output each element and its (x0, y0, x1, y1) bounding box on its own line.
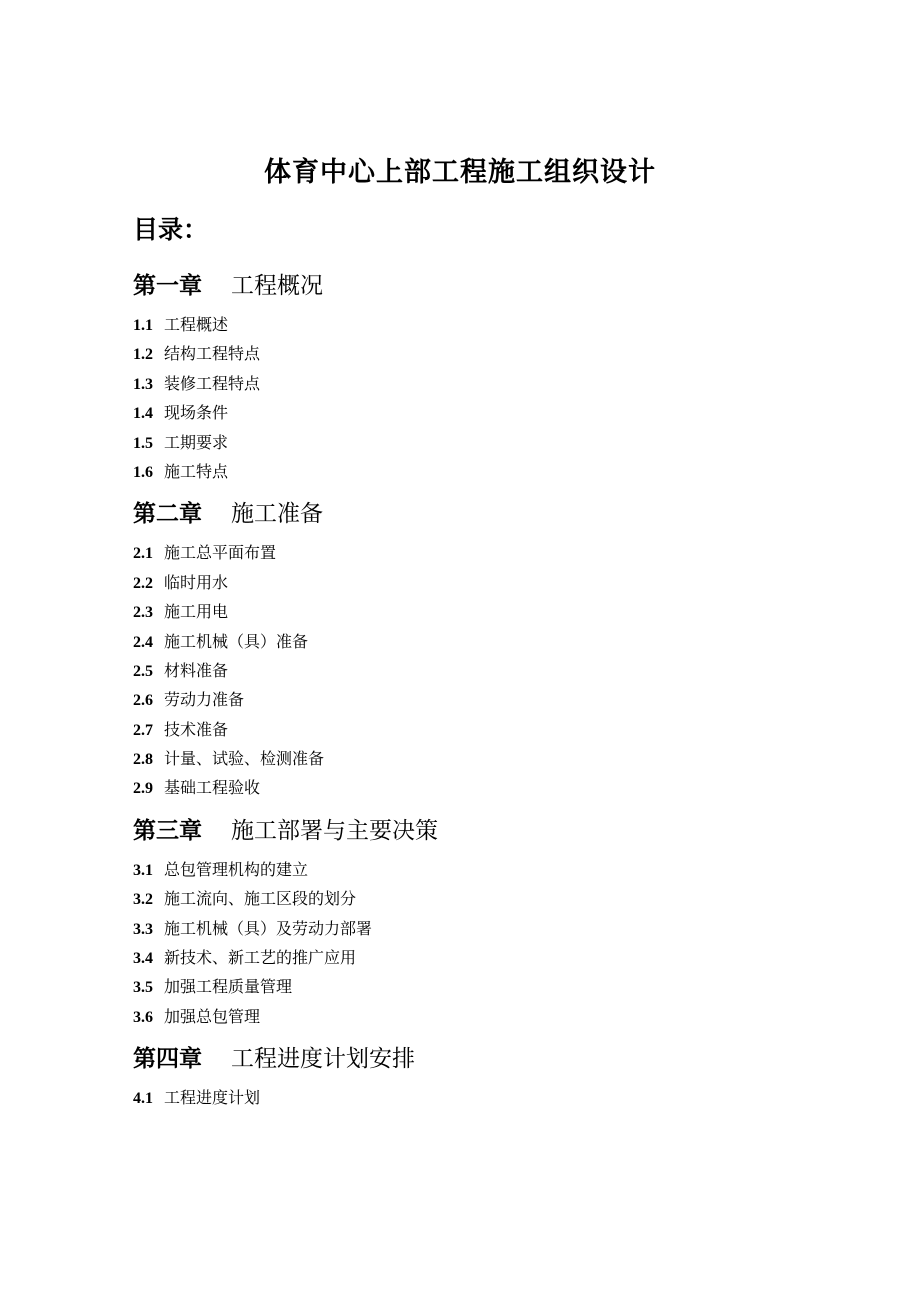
toc-section-item[interactable] (133, 685, 833, 714)
section-name: 加强工程质量管理 (164, 977, 293, 997)
chapter-name: 施工部署与主要决策 (231, 817, 438, 844)
toc-chapter (133, 811, 833, 1031)
toc-heading: 目录： (133, 215, 209, 244)
section-number: 1.3 (133, 375, 153, 393)
section-name: 施工用电 (164, 602, 229, 622)
toc-section-item[interactable] (133, 428, 833, 457)
section-name: 施工总平面布置 (164, 543, 277, 563)
section-number: 1.1 (133, 317, 153, 334)
section-name: 材料准备 (164, 660, 229, 680)
section-number: 2.3 (133, 604, 153, 622)
chapter-title[interactable] (133, 494, 833, 534)
chapter-name: 工程概况 (231, 273, 323, 299)
section-number: 2.9 (133, 780, 153, 798)
section-number: 2.6 (133, 692, 153, 710)
section-number: 3.1 (133, 861, 153, 879)
section-name: 劳动力准备 (164, 690, 245, 710)
chapter-number: 第二章 (133, 500, 202, 528)
section-number: 2.8 (133, 751, 153, 769)
toc-section-item[interactable] (133, 773, 833, 802)
chapter-title[interactable] (133, 266, 833, 306)
section-name: 基础工程验收 (164, 778, 261, 798)
toc-section-item[interactable] (133, 310, 833, 339)
toc-section-item[interactable] (133, 398, 833, 427)
section-name: 工期要求 (164, 432, 229, 452)
section-number: 3.6 (133, 1008, 153, 1026)
toc-section-item[interactable] (133, 597, 833, 626)
toc-section-item[interactable] (133, 943, 833, 972)
section-number: 4.1 (133, 1090, 153, 1108)
chapter-number: 第三章 (133, 816, 202, 844)
section-number: 3.5 (133, 979, 153, 997)
section-name: 总包管理机构的建立 (164, 859, 309, 879)
section-name: 现场条件 (164, 403, 229, 423)
toc-section-item[interactable] (133, 369, 833, 398)
section-name: 技术准备 (164, 719, 229, 739)
section-number: 2.2 (133, 574, 153, 592)
toc-section-item[interactable] (133, 457, 833, 486)
section-number: 1.2 (133, 346, 153, 364)
section-number: 1.6 (133, 463, 153, 481)
section-name: 工程进度计划 (164, 1088, 261, 1108)
toc-section-item[interactable] (133, 627, 833, 656)
section-name: 施工机械（具）准备 (164, 631, 309, 651)
toc-section-item[interactable] (133, 656, 833, 685)
chapter-name: 工程进度计划安排 (231, 1046, 415, 1073)
chapter-number: 第一章 (133, 272, 202, 299)
toc-section-item[interactable] (133, 538, 833, 567)
section-number: 3.3 (133, 920, 153, 938)
section-name: 结构工程特点 (164, 344, 261, 364)
section-name: 工程概述 (164, 315, 229, 334)
section-name: 施工机械（具）及劳动力部署 (164, 918, 373, 938)
chapter-title[interactable] (133, 811, 833, 851)
toc-chapter (133, 1039, 833, 1112)
section-name: 新技术、新工艺的推广应用 (164, 948, 357, 968)
toc-section-item[interactable] (133, 568, 833, 597)
toc-section-item[interactable] (133, 972, 833, 1001)
toc-section-item[interactable] (133, 715, 833, 744)
toc-section-item[interactable] (133, 1083, 833, 1112)
section-name: 施工特点 (164, 461, 229, 481)
toc-section-item[interactable] (133, 855, 833, 884)
section-number: 2.4 (133, 633, 153, 651)
toc-chapter (133, 266, 833, 486)
section-name: 装修工程特点 (164, 373, 261, 393)
section-number: 3.2 (133, 891, 153, 909)
toc-section-item[interactable] (133, 339, 833, 368)
section-number: 2.7 (133, 721, 153, 739)
section-name: 加强总包管理 (164, 1006, 261, 1026)
chapter-title[interactable] (133, 1039, 833, 1079)
chapter-name: 施工准备 (231, 501, 323, 528)
section-name: 临时用水 (164, 572, 229, 592)
chapter-number: 第四章 (133, 1045, 202, 1073)
section-number: 1.4 (133, 405, 153, 423)
document-title: 体育中心上部工程施工组织设计 (264, 157, 656, 188)
section-number: 2.5 (133, 662, 153, 680)
toc-section-item[interactable] (133, 1002, 833, 1031)
toc-section-item[interactable] (133, 884, 833, 913)
table-of-contents (133, 266, 833, 1113)
toc-chapter (133, 494, 833, 803)
section-number: 1.5 (133, 434, 153, 452)
toc-section-item[interactable] (133, 744, 833, 773)
section-number: 2.1 (133, 545, 153, 563)
toc-section-item[interactable] (133, 914, 833, 943)
section-name: 计量、试验、检测准备 (164, 749, 325, 769)
section-number: 3.4 (133, 950, 153, 968)
section-name: 施工流向、施工区段的划分 (164, 889, 357, 909)
